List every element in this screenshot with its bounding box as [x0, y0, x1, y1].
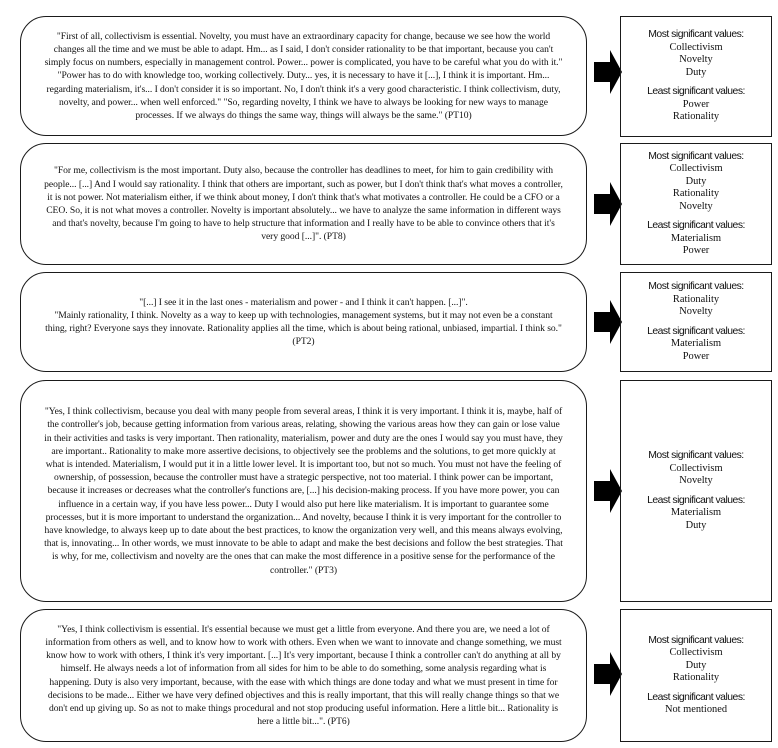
quote-paragraph: "[...] I see it in the last ones - materialism and power - and I think it can't happen. [...]".: [139, 296, 468, 308]
arrow-right-icon: [594, 469, 622, 513]
most-significant-heading: Most significant values:: [648, 150, 744, 162]
quote-box-pt2: [20, 272, 587, 372]
most-value: Rationality: [672, 672, 720, 683]
most-value: Collectivism: [669, 163, 723, 174]
quote-paragraph: "Yes, I think collectivism is essential. It's essential because we must get a little from everyone. And there you are, we need a lot of information from others as well, and to know how to work with others. Even when we want to innovate and change something, we must know how to work with others, I think it's very important. [...] It's very important, because I think a controller can't do anything at all by himself. He always needs a lot of information from all sides for him to be able to do something, some analysis regarding what is happening. Duty is also very important, because, with the ease with which things are done today and what we must present in time for decisions to be made... Either we have very defined objectives and this is really important, that this will really change things so that we don't end up giving up. So as not to make things procedural and not stop producing useful information. Here a little bit... Rationality is here a little bit...". (PT6): [45, 623, 562, 728]
most-value: Rationality: [672, 188, 720, 199]
quote-paragraph: "First of all, collectivism is essential. Novelty, you must have an extraordinary capacity for change, because we see how the world changes all the time and we must be able to adapt. Hm... as I said, I don't consider rationality to be that important, because you can't simply focus on numbers, especially in management control. Power... power is complicated, you have to be careful what you do with it." "Power has to do with knowledge too, working collectively. Duty... yes, it is necessary to have it [...], I think it is important. Hm... regarding materialism, it's... I don't consider it is so important. No, I don't think it's a very good characteristic. I think collectivism, duty, novelty, and power... when well enforced." "So, regarding novelty, I think we have to always be looking for new ways to manage processes. If we always do things the same way, things will always be the same." (PT10): [44, 30, 563, 121]
least-value: Duty: [685, 519, 707, 531]
most-significant-heading: Most significant values:: [648, 281, 744, 292]
most-value: Collectivism: [669, 647, 723, 658]
least-significant-heading: Least significant values:: [647, 494, 745, 506]
quote-box-pt6: [20, 609, 587, 742]
least-value: Rationality: [672, 111, 720, 123]
least-value: Power: [682, 98, 710, 110]
most-value: Duty: [685, 66, 707, 78]
quote-paragraph: "Yes, I think collectivism, because you deal with many people from several areas, I think it is very important. I think it is, maybe, half of the controller's job, because getting information from various areas, relating, showing the various areas how they can gain or lose value in their activities and tasks is very important. Then rationality, materialism, power and duty are the ones I would say you must have, they are important.. Rationality to make more assertive decisions, to objectively see the problems and the solutions, to get more quickly at what is intended. Materialism, I would put it in a little lower level. It is important too, but not so much. You must not have the feeling of ownership, of possession, because the controller must have a strategic perspective, not too material. I think power can be important, because it increases or decreases what the controller's functions are, [...] his decision-making process. If you have more power, you can influence in a certain way, if you have less power... Duty I would also put here like materialism. It is important to guarantee some processes, but it is more important to understand the organization... And novelty, because I think it is very important for the controller to have knowledge, to always keep up to date about the best practices, to know the organization very well, and this means always evolving, that is, innovating... In other words, we must innovate to be able to adapt and make the best decisions and follow the best strategies. That is why, for me, collectivism and novelty are the ones that can make the most difference in a positive sense for the performance of the controller." (PT3): [44, 406, 563, 576]
most-significant-heading: Most significant values:: [648, 634, 744, 646]
least-value: Not mentioned: [664, 704, 728, 715]
least-value: Power: [682, 350, 710, 362]
most-significant-heading: Most significant values:: [648, 450, 744, 461]
quote-text: [43, 405, 564, 577]
least-value: Materialism: [670, 338, 722, 349]
quote-box-pt10: [20, 16, 587, 136]
quote-box-pt3: [20, 380, 587, 602]
quote-text: [43, 164, 564, 243]
quote-text: [43, 296, 564, 349]
quote-text: [43, 30, 564, 122]
least-significant-heading: Least significant values:: [647, 86, 745, 98]
arrow-right-icon: [594, 182, 622, 226]
values-box-pt3: [620, 380, 772, 602]
least-value: Power: [682, 245, 710, 256]
most-value: Novelty: [679, 200, 713, 212]
least-value: Materialism: [670, 232, 722, 244]
most-value: Duty: [685, 175, 707, 187]
most-significant-heading: Most significant values:: [648, 29, 744, 41]
least-significant-heading: Least significant values:: [647, 220, 745, 231]
values-box-pt8: [620, 143, 772, 265]
values-box-pt6: [620, 609, 772, 742]
most-value: Novelty: [679, 475, 713, 486]
values-box-pt10: [620, 16, 772, 137]
least-significant-heading: Least significant values:: [647, 691, 745, 703]
least-significant-heading: Least significant values:: [647, 325, 745, 337]
values-box-pt2: [620, 272, 772, 372]
most-value: Collectivism: [669, 41, 723, 53]
arrow-right-icon: [594, 300, 622, 344]
most-value: Novelty: [679, 54, 713, 66]
quote-paragraph: "Mainly rationality, I think. Novelty as a way to keep up with technologies, management systems, but it may not even be a constant thing, right? Everyone says they innovate. Rationality applies all the time, which is about being rational, unbiased, impartial. I think so." (PT2): [45, 309, 562, 348]
quote-text: [43, 623, 564, 729]
quote-paragraph: "For me, collectivism is the most important. Duty also, because the controller has deadlines to meet, for him to gain credibility with people... [...] And I would say rationality. I think that others are important, such as power, but I don't think that's what moves a controller, it is not power. Not materialism either, if we think about money, I don't think that's what motivates a controller. He could be a CFO or a CEO. So, it is not what moves a controller. Novelty is important absolutely... we have to analyze the same information in different ways and that's novelty, because I'm going to have to help structure that information and I really have to be able to convince others that it's very good [...]". (PT8): [44, 165, 563, 243]
most-value: Rationality: [672, 293, 720, 305]
quote-box-pt8: [20, 143, 587, 265]
most-value: Duty: [685, 659, 707, 671]
most-value: Novelty: [679, 306, 713, 317]
arrow-right-icon: [594, 50, 622, 94]
most-value: Collectivism: [669, 462, 723, 474]
least-value: Materialism: [670, 507, 722, 518]
arrow-right-icon: [594, 652, 622, 696]
